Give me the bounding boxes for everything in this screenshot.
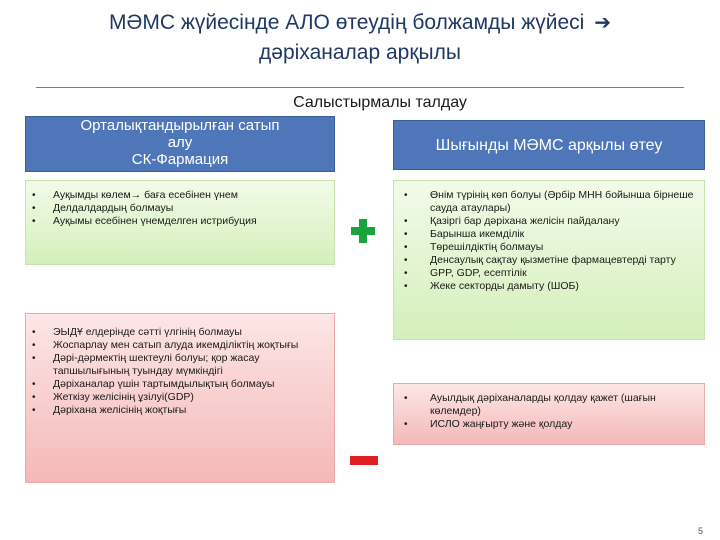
slide-subtitle: Салыстырмалы талдау bbox=[293, 94, 467, 111]
left-header-line1: Орталықтандырылған сатып bbox=[80, 117, 280, 134]
right-cons-box bbox=[393, 383, 705, 445]
list-item: • Дәріханалар үшін тартымдылықтың болмауы bbox=[26, 378, 334, 391]
left-header-line3: СК-Фармация bbox=[131, 151, 229, 168]
list-item: • Денсаулық сақтау қызметіне фармацевтерді тарту bbox=[394, 254, 704, 267]
list-item: • Ауқымы есебінен үнемделген истрибуция bbox=[26, 215, 334, 228]
list-item: • Дәріхана желісінің жоқтығы bbox=[26, 404, 334, 417]
slide-title bbox=[20, 8, 700, 67]
left-header-line2: алу bbox=[167, 134, 193, 151]
list-item: • ИСЛО жаңғырту және қолдау bbox=[394, 418, 704, 431]
left-column-header bbox=[25, 116, 335, 172]
plus-icon bbox=[351, 219, 375, 243]
slide-title-line1: МӘМС жүйесінде АЛО өтеудің болжамды жүйесі bbox=[109, 11, 585, 34]
title-divider bbox=[36, 87, 684, 88]
left-cons-box bbox=[25, 313, 335, 483]
list-item: • Дәрі-дәрмектің шектеулі болуы; қор жасау тапшылығының туындау мүмкіндігі bbox=[26, 352, 334, 378]
list-item: • GPP, GDP, есептілік bbox=[394, 267, 704, 280]
list-item: • Жеке секторды дамыту (ШОБ) bbox=[394, 280, 704, 293]
left-pros-box bbox=[25, 180, 335, 265]
list-item: • Барынша икемділік bbox=[394, 228, 704, 241]
list-item: • Өнім түрінің көп болуы (Әрбір МНН бойынша бірнеше сауда атаулары) bbox=[394, 189, 704, 215]
right-pros-list bbox=[394, 189, 704, 293]
page-number: 5 bbox=[698, 526, 704, 536]
right-column-header: Шығынды МӘМС арқылы өтеу bbox=[393, 120, 705, 170]
arrow-right-icon: ➔ bbox=[594, 12, 611, 34]
slide-title-line2: дәріханалар арқылы bbox=[259, 41, 461, 64]
right-pros-box bbox=[393, 180, 705, 340]
left-pros-list bbox=[26, 189, 334, 228]
list-item: • Жоспарлау мен сатып алуда икемділіктің жоқтығы bbox=[26, 339, 334, 352]
list-item: • ЭЫДҰ елдерінде сәтті үлгінің болмауы bbox=[26, 326, 334, 339]
list-item: • Ауылдық дәріханаларды қолдау қажет (шағын көлемдер) bbox=[394, 392, 704, 418]
list-item: • Ауқымды көлем→ баға есебінен үнем bbox=[26, 189, 334, 202]
list-item: • Төрешілдіктің болмауы bbox=[394, 241, 704, 254]
right-cons-list bbox=[394, 392, 704, 431]
left-cons-list bbox=[26, 326, 334, 417]
minus-icon bbox=[350, 456, 378, 465]
list-item: • Қазіргі бар дәріхана желісін пайдалану bbox=[394, 215, 704, 228]
list-item: • Жеткізу желісінің ұзілуі(GDP) bbox=[26, 391, 334, 404]
list-item: • Делдалдардың болмауы bbox=[26, 202, 334, 215]
